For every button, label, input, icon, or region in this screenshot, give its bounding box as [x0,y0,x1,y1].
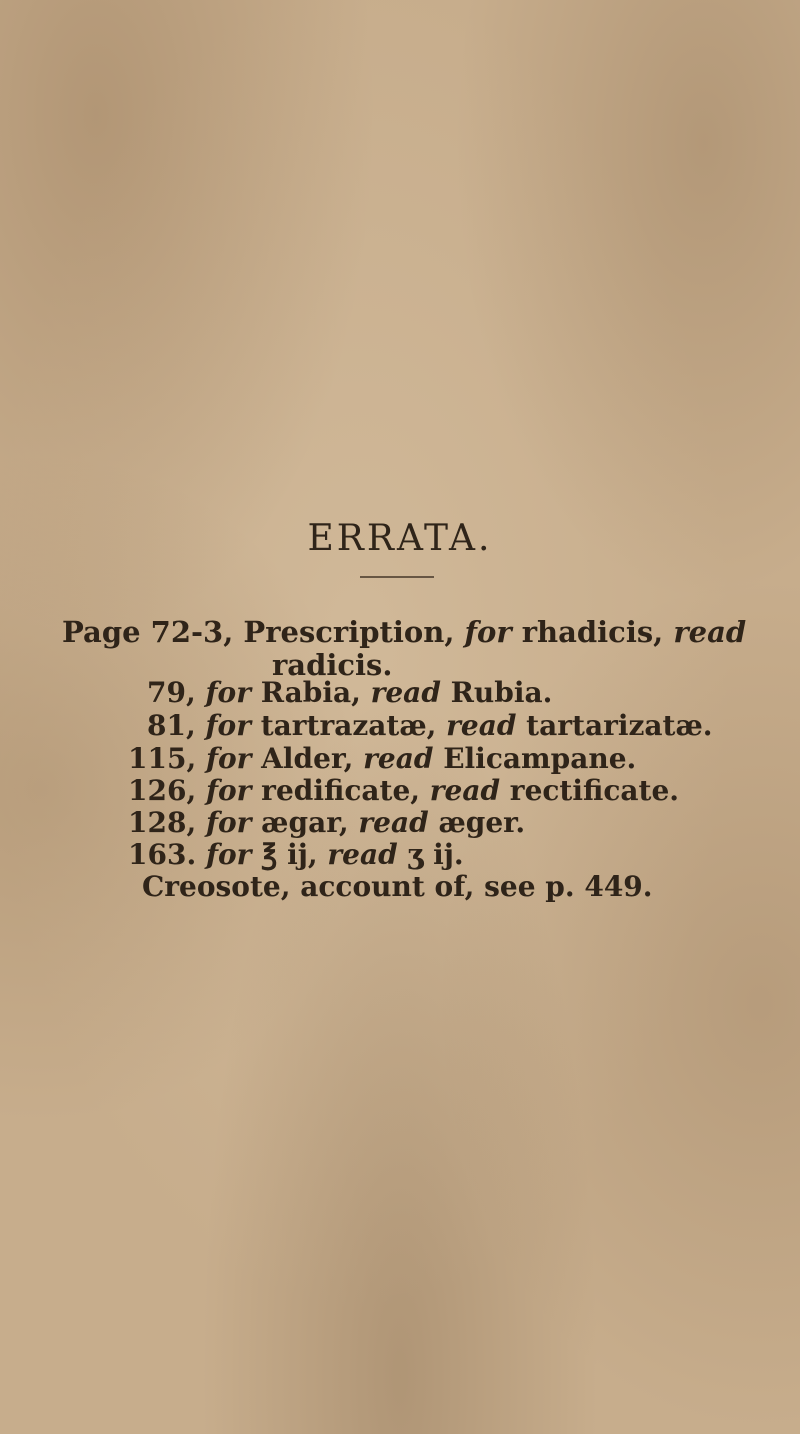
errata-line: 115, for Alder, read Elicampane. [128,742,637,775]
errata-line: 128, for ægar, read æger. [128,806,526,839]
errata-line: 79, for Rabia, read Rubia. [147,676,553,709]
errata-line: 126, for redificate, read rectificate. [128,774,680,807]
errata-line: 163. for ℥ ij, read ʒ ij. [128,838,464,871]
errata-line: Creosote, account of, see p. 449. [142,870,653,903]
title-rule [360,576,434,578]
errata-line: Page 72-3, Prescription, for rhadicis, read [62,615,747,649]
page-title: ERRATA. [307,518,493,559]
errata-line: 81, for tartrazatæ, read tartarizatæ. [147,709,713,742]
errata-line: radicis. [272,648,393,682]
